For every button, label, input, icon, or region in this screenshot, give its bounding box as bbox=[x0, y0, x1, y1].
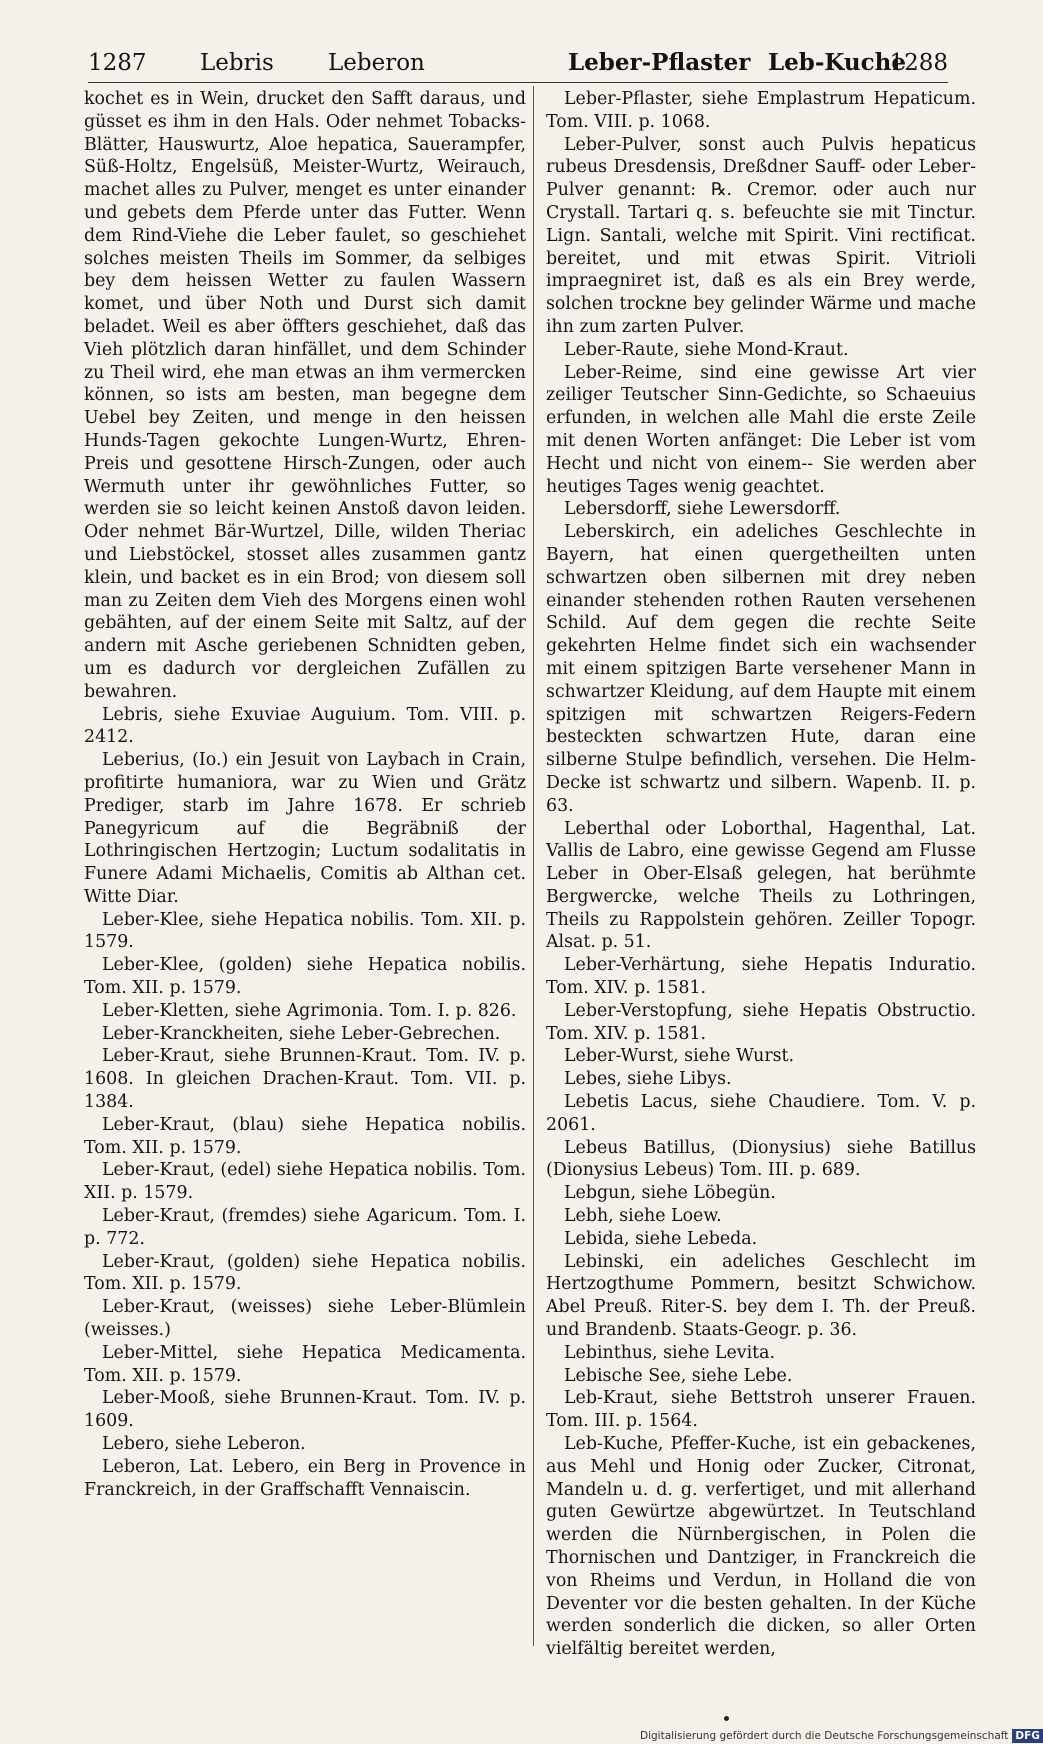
lexicon-entry: Leber-Klee, siehe Hepatica nobilis. Tom. XII. p. 1579. bbox=[84, 909, 526, 953]
header-keyword-second: Leberon bbox=[328, 50, 425, 76]
lexicon-entry: Leber-Reime, sind eine gewisse Art vier zeiliger Teutscher Sinn-Gedichte, so Schaeuius erfunden, in welchen alle Mahl die erste Zeile mit denen Worten anfänget: Die Leber ist vom Hecht und nicht von einem-- Sie werden aber heutiges Tages wenig geachtet. bbox=[546, 362, 976, 497]
lexicon-entry: Leber-Pulver, sonst auch Pulvis hepaticus rubeus Dresdensis, Dreßdner Sauff- oder Leber-Pulver genannt: ℞. Cremor. oder auch nur Crystall. Tartari q. s. befeuchte sie mit Tinctur. Lign. Santali, welche mit Spirit. Vini rectificat. bereitet, und mit etwas Spirit. Vitrioli impraegniret ist, daß es als ein Brey werde, solchen trockne bey gelinder Wärme und mache ihn zum zarten Pulver. bbox=[546, 134, 976, 337]
lexicon-entry: Leber-Pflaster, siehe Emplastrum Hepaticum. Tom. VIII. p. 1068. bbox=[546, 89, 976, 132]
header-keyword-third: Leber-Pflaster bbox=[568, 49, 751, 76]
lexicon-entry: Leber-Kraut, (edel) siehe Hepatica nobilis. Tom. XII. p. 1579. bbox=[84, 1160, 526, 1204]
lexicon-entry: Lebetis Lacus, siehe Chaudiere. Tom. V. p. 2061. bbox=[546, 1092, 976, 1135]
page-number-left: 1287 bbox=[88, 50, 147, 76]
right-column bbox=[546, 88, 976, 1661]
lexicon-entry: Lebris, siehe Exuviae Auguium. Tom. VIII. p. 2412. bbox=[84, 704, 526, 748]
lexicon-entry: Lebida, siehe Lebeda. bbox=[564, 1228, 758, 1249]
running-header bbox=[88, 48, 948, 78]
footer-text: Digitalisierung gefördert durch die Deutsche Forschungsgemeinschaft bbox=[640, 1730, 1009, 1742]
lexicon-entry: Lebes, siehe Libys. bbox=[564, 1069, 732, 1090]
lexicon-entry: Leberthal oder Loborthal, Hagenthal, Lat. Vallis de Labro, eine gewisse Gegend am Flusse Leber in Ober-Elsaß gelegen, hat berühmte Bergwercke, welche Theils zu Lothringen, Theils zu Rappolstein gehören. Zeiller Topogr. Alsat. p. 51. bbox=[546, 818, 976, 953]
lexicon-entry: Leber-Kraut, siehe Brunnen-Kraut. Tom. IV. p. 1608. In gleichen Drachen-Kraut. Tom. VII. p. 1384. bbox=[84, 1046, 526, 1113]
lexicon-entry: Leb-Kraut, siehe Bettstroh unserer Frauen. Tom. III. p. 1564. bbox=[546, 1388, 976, 1432]
lexicon-entry: Lebero, siehe Leberon. bbox=[102, 1434, 306, 1455]
lexicon-entry: Leber-Verstopfung, siehe Hepatis Obstructio. Tom. XIV. p. 1581. bbox=[546, 1000, 976, 1044]
lexicon-entry: Leber-Kraut, (golden) siehe Hepatica nobilis. Tom. XII. p. 1579. bbox=[84, 1251, 526, 1295]
ink-dot bbox=[724, 1716, 729, 1721]
lexicon-entry: Lebische See, siehe Lebe. bbox=[564, 1365, 793, 1386]
page-number-right: 1288 bbox=[889, 50, 948, 76]
lexicon-entry: Leberskirch, ein adeliches Geschlechte in Bayern, hat einen quergetheilten unten schwartzen oben silbernen mit drey neben einander stehenden rothen Rauten versehenen Schild. Auf dem gegen die rechte Seite gekehrten Helme findet sich ein wachsender mit einem spitzigen Barte versehener Mann in schwartzer Kleidung, auf dem Haupte mit einem spitzigen mit schwartzen Reigers-Federn besteckten schwartzen Hute, daran eine silberne Stulpe befindlich, versehen. Die Helm-Decke ist schwartz und silbern. Wapenb. II. p. 63. bbox=[546, 522, 976, 816]
lexicon-entry: Leber-Kletten, siehe Agrimonia. Tom. I. p. 826. bbox=[102, 1000, 517, 1021]
lexicon-entry: Lebinski, ein adeliches Geschlecht im Hertzogthume Pommern, besitzt Schwichow. Abel Preuß. Riter-S. bey dem I. Th. der Preuß. und Brandenb. Staats-Geogr. p. 36. bbox=[546, 1251, 976, 1341]
lexicon-entry: Leber-Kraut, (fremdes) siehe Agaricum. Tom. I. p. 772. bbox=[84, 1206, 526, 1249]
lexicon-entry: Lebersdorff, siehe Lewersdorff. bbox=[564, 499, 841, 520]
lexicon-entry: Leber-Verhärtung, siehe Hepatis Induratio. Tom. XIV. p. 1581. bbox=[546, 955, 976, 999]
digitization-footer bbox=[640, 1729, 1040, 1743]
left-column bbox=[84, 88, 526, 1501]
lexicon-entry: Leber-Kraut, (blau) siehe Hepatica nobilis. Tom. XII. p. 1579. bbox=[84, 1114, 526, 1158]
header-keyword-first: Lebris bbox=[200, 50, 274, 76]
header-rule bbox=[88, 82, 948, 83]
lexicon-entry: Lebinthus, siehe Levita. bbox=[564, 1342, 776, 1363]
lexicon-entry: Leber-Wurst, siehe Wurst. bbox=[564, 1046, 795, 1067]
lexicon-entry: Lebgun, siehe Löbegün. bbox=[564, 1183, 776, 1204]
dfg-logo: DFG bbox=[1012, 1729, 1043, 1743]
lexicon-entry: Leber-Mittel, siehe Hepatica Medicamenta. Tom. XII. p. 1579. bbox=[84, 1342, 526, 1386]
column-divider bbox=[533, 86, 534, 1646]
lexicon-entry: Leber-Kraut, (weisses) siehe Leber-Blümlein (weisses.) bbox=[84, 1297, 526, 1341]
lexicon-entry: Leber-Kranckheiten, siehe Leber-Gebrechen. bbox=[102, 1023, 501, 1044]
header-keyword-fourth: Leb-Kuche bbox=[768, 49, 906, 76]
lexicon-entry: Lebeus Batillus, (Dionysius) siehe Batillus (Dionysius Lebeus) Tom. III. p. 689. bbox=[546, 1137, 976, 1181]
lexicon-entry: Leberon, Lat. Lebero, ein Berg in Provence in Franckreich, in der Graffschafft Vennaiscin. bbox=[84, 1456, 526, 1500]
lexicon-entry: Leberius, (Io.) ein Jesuit von Laybach in Crain, profitirte humaniora, war zu Wien und Grätz Prediger, starb im Jahre 1678. Er schrieb Panegyricum auf die Begräbniß der Lothringischen Hertzogin; Luctum sodalitatis in Funere Adami Michaelis, Comitis ab Althan cet. Witte Diar. bbox=[84, 750, 526, 907]
lexicon-entry: Leb-Kuche, Pfeffer-Kuche, ist ein gebackenes, aus Mehl und Honig oder Zucker, Citronat, Mandeln u. d. g. verfertiget, und mit allerhand guten Gewürtze abgewürtzet. In Teutschland werden die Nürnbergischen, in Polen die Thornischen und Dantziger, in Franckreich die von Rheims und Verdun, in Holland die von Deventer vor die besten gehalten. In der Küche werden sonderlich die dicken, so aller Orten vielfältig bereitet werden, bbox=[546, 1434, 976, 1660]
lexicon-entry: Leber-Klee, (golden) siehe Hepatica nobilis. Tom. XII. p. 1579. bbox=[84, 955, 526, 999]
continued-paragraph: kochet es in Wein, drucket den Safft daraus, und güsset es ihm in den Hals. Oder nehmet Tobacks-Blätter, Hauswurtz, Aloe hepatica, Sauerampfer, Süß-Holtz, Engelsüß, Meister-Wurtz, Weirauch, machet alles zu Pulver, menget es unter einander und gebets dem Pferde unter das Futter. Wenn dem Rind-Viehe die Leber faulet, so geschiehet solches meisten Theils im Sommer, da selbiges bey dem heissen Wetter zu faulen Wassern komet, und über Noth und Durst sich damit beladet. Weil es aber öffters geschiehet, daß das Vieh plötzlich daran hinfället, und dem Schinder zu Theil wird, ehe man etwas an ihm vermercken können, so ists am besten, man begegne dem Uebel bey Zeiten, und menge in den heissen Hunds-Tagen gekochte Lungen-Wurtz, Ehren-Preis und gesottene Hirsch-Zungen, oder auch Wermuth unter ihr gewöhnliches Futter, so werden sie so leicht keinen Anstoß davon leiden. Oder nehmet Bär-Wurtzel, Dille, wilden Theriac und Liebstöckel, stosset alles zusammen gantz klein, und backet es in ein Brod; von diesem soll man zu Zeiten dem Vieh des Morgens einen wohl gebähten, auf der einem Seite mit Saltz, auf der andern mit Asche geriebenen Schnidten geben, um es dadurch vor dergleichen Zufällen zu bewahren. bbox=[84, 89, 526, 702]
lexicon-entry: Lebh, siehe Loew. bbox=[564, 1206, 722, 1227]
lexicon-entry: Leber-Mooß, siehe Brunnen-Kraut. Tom. IV. p. 1609. bbox=[84, 1388, 526, 1432]
lexicon-entry: Leber-Raute, siehe Mond-Kraut. bbox=[564, 339, 849, 360]
